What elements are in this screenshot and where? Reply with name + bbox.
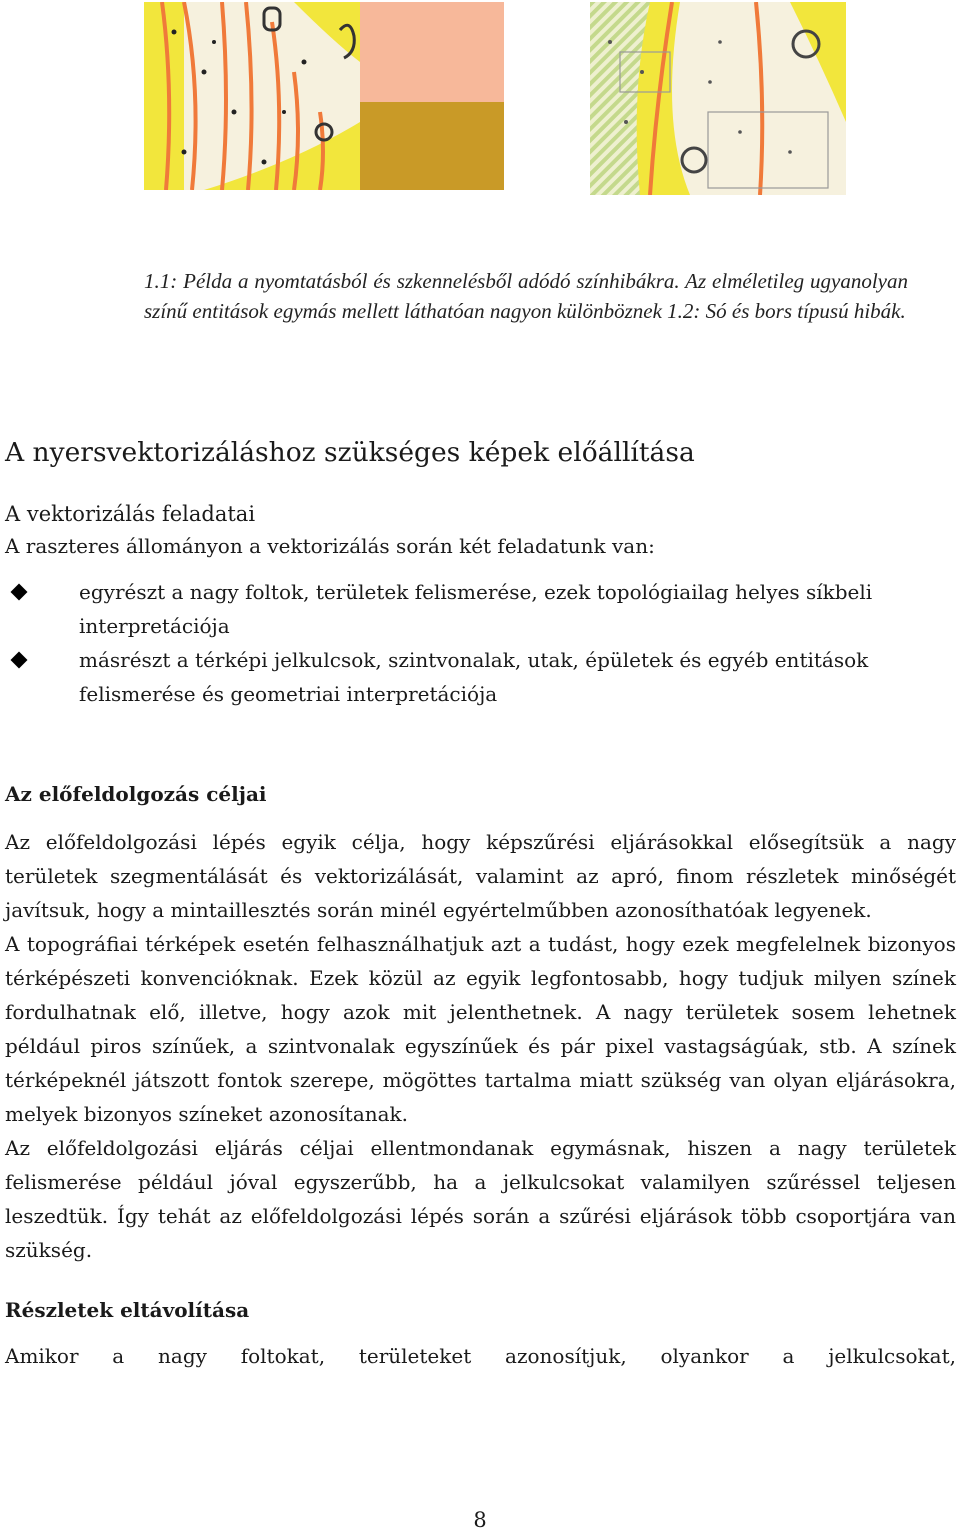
- section-title-goals: Az előfeldolgozás céljai: [5, 782, 267, 806]
- swatch-ochre: [360, 102, 504, 190]
- scanned-map-crop-1: [144, 2, 360, 190]
- page-number: 8: [473, 1508, 487, 1532]
- color-error-figure: [144, 2, 504, 190]
- figure-caption: 1.1: Példa a nyomtatásból és szkennelésből adódó színhibákra. Az elméletileg ugyanolyan színű entitások egymás mellett láthatóan nagyon különböznek 1.2: Só és bors típusú hibák.: [144, 269, 908, 323]
- list-item: [5, 643, 956, 711]
- figure-area: [0, 0, 960, 200]
- section-title-tasks: A vektorizálás feladatai: [5, 502, 256, 526]
- paragraph: Az előfeldolgozási lépés egyik célja, hogy képszűrési eljárásokkal elősegítsük a nagy területek szegmentálását és vektorizálását, valamint az apró, finom részletek minőségét javítsuk, hogy a mintaillesztés során minél egyértelműbben azonosíthatóak legyenek.: [5, 830, 956, 922]
- swatch-peach: [360, 2, 504, 102]
- paragraph: Az előfeldolgozási eljárás céljai ellentmondanak egymásnak, hiszen a nagy területek felismerése például jóval egyszerűbb, ha a jelkulcsokat valamilyen szűréssel teljesen leszedtük. Így tehát az előfeldolgozási lépés során a szűrési eljárások több csoportjára van szükség.: [5, 1136, 956, 1262]
- salt-and-pepper-figure: [590, 2, 846, 195]
- task-list: [5, 575, 956, 711]
- paragraph: A topográfiai térképek esetén felhasználhatjuk azt a tudást, hogy ezek megfelelnek bizonyos térképészeti konvencióknak. Ezek közül az egyik legfontosabb, hogy tudjuk milyen színek fordulhatnak elő, illetve, hogy azok mit jelenthetnek. A nagy területek sosem lehetnek például piros színűek, a szintvonalak egyszínűek és pár pixel vastagságúak, stb. A színek térképeknél játszott fontok szerepe, mögöttes tartalma miatt szükség van olyan eljárásokra, melyek bizonyos színeket azonosítanak.: [5, 932, 956, 1126]
- section-intro: A raszteres állományon a vektorizálás során két feladatunk van:: [5, 534, 655, 558]
- list-item-text: egyrészt a nagy foltok, területek felismerése, ezek topológiailag helyes síkbeli interpretációja: [79, 580, 873, 638]
- page-heading: A nyersvektorizáláshoz szükséges képek előállítása: [5, 437, 695, 468]
- diamond-bullet-icon: [11, 584, 28, 601]
- section-title-detail-removal: Részletek eltávolítása: [5, 1298, 250, 1322]
- diamond-bullet-icon: [11, 652, 28, 669]
- main-content: [5, 433, 956, 1373]
- list-item-text: másrészt a térképi jelkulcsok, szintvonalak, utak, épületek és egyéb entitások felismerése és geometriai interpretációja: [79, 648, 869, 706]
- paragraph: Amikor a nagy foltokat, területeket azonosítjuk, olyankor a jelkulcsokat,: [5, 1344, 956, 1368]
- list-item: [5, 575, 956, 643]
